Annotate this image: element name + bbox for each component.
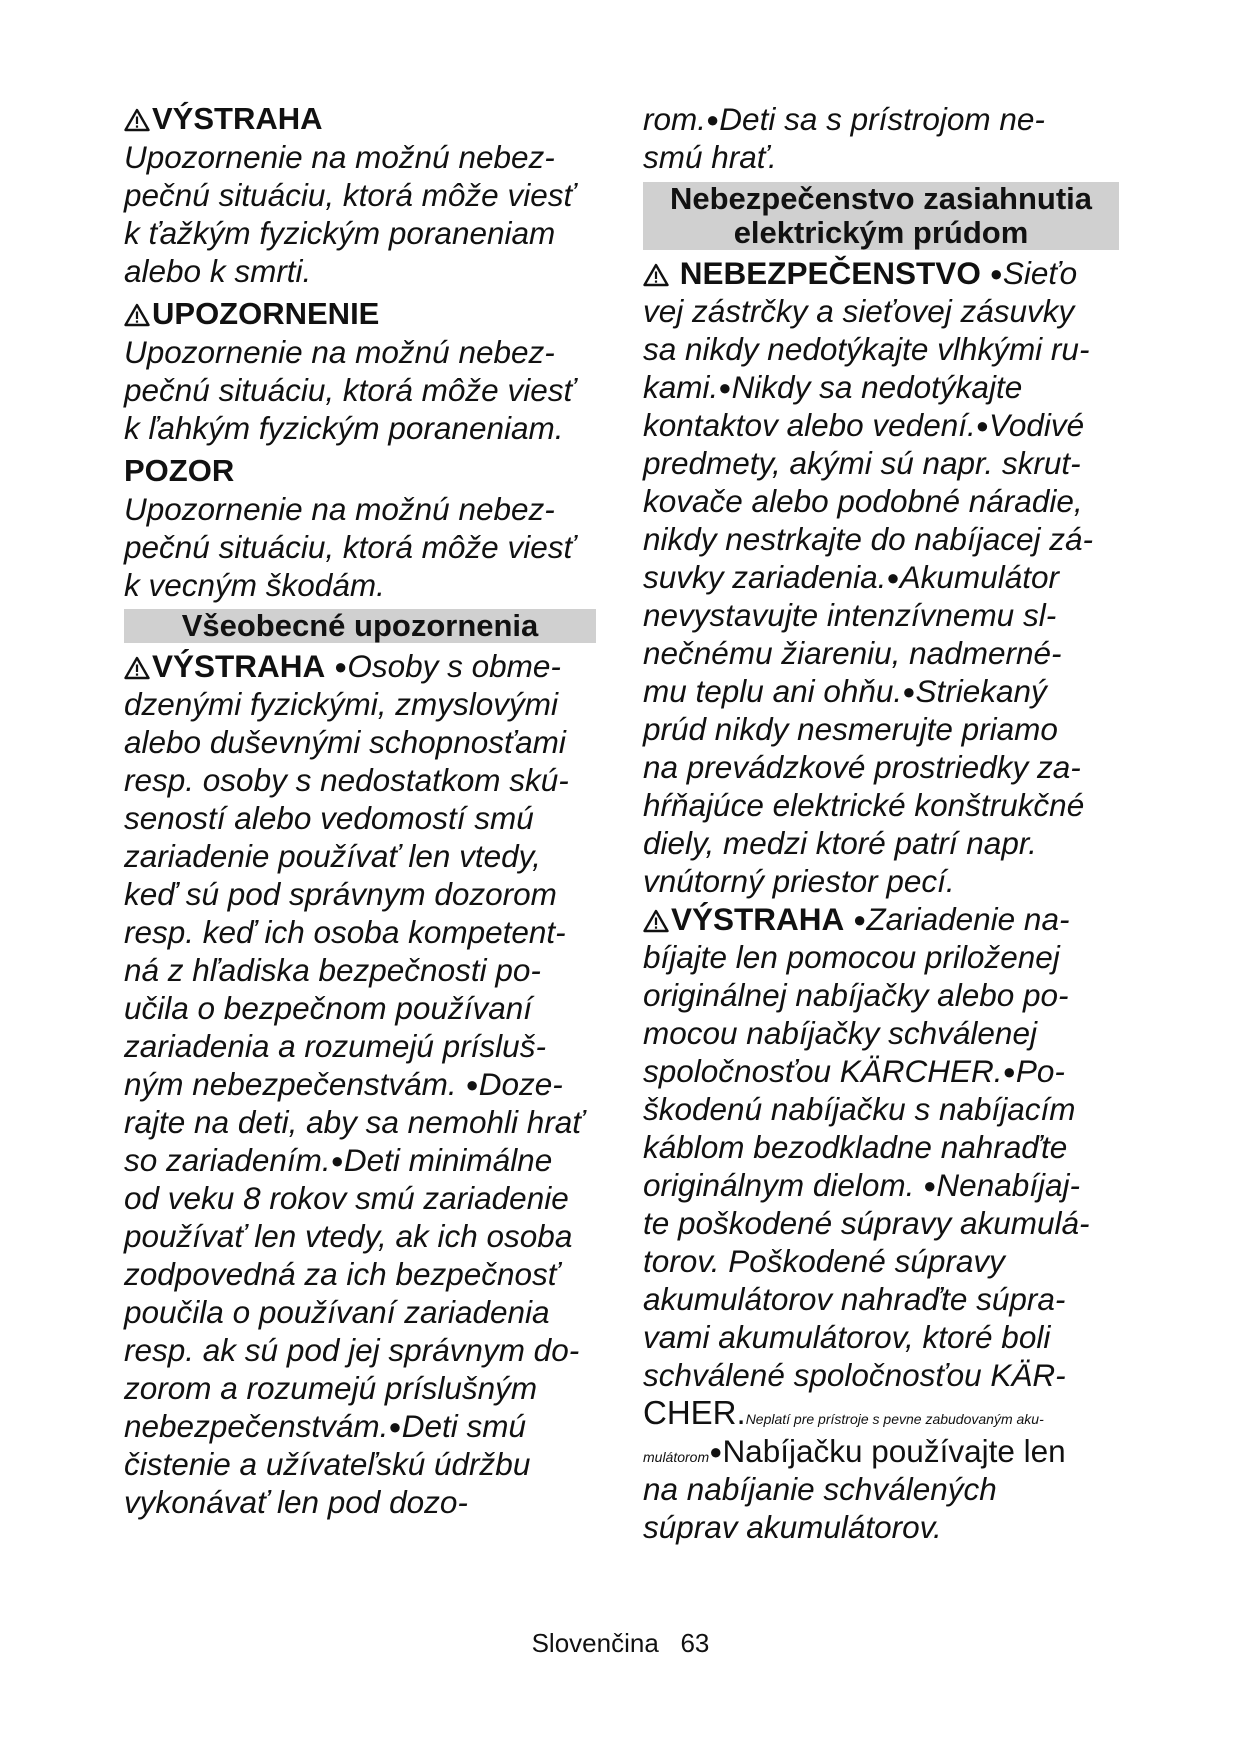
bullet-icon: ● xyxy=(330,1148,344,1173)
warning-triangle-icon xyxy=(124,303,150,327)
footnote-text: Neplatí pre prístroje s pevne zabudovaným aku- xyxy=(745,1411,1044,1427)
text-line: učila o bezpečnom používaní xyxy=(124,990,533,1026)
text-line: schválené spoločnosťou KÄR- xyxy=(643,1357,1066,1393)
text-line: vej zástrčky a sieťovej zásuvky xyxy=(643,293,1075,329)
text-line: škodenú nabíjačku s nabíjacím xyxy=(643,1091,1076,1127)
text-line: kovače alebo podobné náradie, xyxy=(643,483,1083,519)
text-line: na nabíjanie schválených xyxy=(643,1471,997,1507)
danger-keyword: NEBEZPEČENSTVO xyxy=(679,255,981,291)
text-line: torov. Poškodené súpravy xyxy=(643,1243,1005,1279)
bullet-icon: ● xyxy=(706,107,720,132)
warning-keyword: VÝSTRAHA xyxy=(671,901,845,937)
text-line: kontaktov alebo vedení.●Vodivé xyxy=(643,407,1085,443)
text-line: zodpovedná za ich bezpečnosť xyxy=(124,1256,559,1292)
bullet-icon: ● xyxy=(718,375,732,400)
text-line: diely, medzi ktoré patrí napr. xyxy=(643,825,1037,861)
text-line: smú hrať. xyxy=(643,139,777,175)
bullet-icon: ● xyxy=(975,413,990,438)
text-line: súprav akumulátorov. xyxy=(643,1509,942,1545)
bullet-icon: ● xyxy=(853,907,867,932)
text-line: vnútorný priestor pecí. xyxy=(643,863,955,899)
text-line: pečnú situáciu, ktorá môže viesť xyxy=(124,529,575,565)
text-line: poučila o používaní zariadenia xyxy=(124,1294,550,1330)
page-footer xyxy=(0,1628,1241,1659)
text-line: suvky zariadenia.●Akumulátor xyxy=(643,559,1059,595)
text-line: resp. ak sú pod jej správnym do- xyxy=(124,1332,580,1368)
section-banner-electric: Nebezpečenstvo zasiahnutia elektrickým prúdom xyxy=(643,182,1119,250)
text-line: seností alebo vedomostí smú xyxy=(124,800,534,836)
text-line: VÝSTRAHA ●Zariadenie na- xyxy=(643,900,1119,938)
text-line: pečnú situáciu, ktorá môže viesť xyxy=(124,177,575,213)
caution-heading: UPOZORNENIE xyxy=(124,295,596,333)
text-line: sa nikdy nedotýkajte vlhkými ru- xyxy=(643,331,1090,367)
text-line: ným nebezpečenstvám. ●Doze- xyxy=(124,1066,563,1102)
bullet-icon: ● xyxy=(388,1414,402,1439)
text-line: zorom a rozumejú príslušným xyxy=(124,1370,538,1406)
text-line: dzenými fyzickými, zmyslovými xyxy=(124,686,559,722)
text-line: Upozornenie na možnú nebez- xyxy=(124,334,555,370)
text-line: predmety, akými sú napr. skrut- xyxy=(643,445,1081,481)
text-line: Upozornenie na možnú nebez- xyxy=(124,491,555,527)
text-line: rom.●Deti sa s prístrojom ne- xyxy=(643,101,1045,137)
text-line: CHER.Neplatí pre prístroje s pevne zabudovaným aku- xyxy=(643,1394,1044,1431)
text-line: rajte na deti, aby sa nemohli hrať xyxy=(124,1104,584,1140)
warning-triangle-icon xyxy=(124,108,150,132)
text-line: mocou nabíjačky schválenej xyxy=(643,1015,1037,1051)
text-line: k vecným škodám. xyxy=(124,567,385,603)
text-line: resp. keď ich osoba kompetent- xyxy=(124,914,566,950)
left-column xyxy=(124,100,596,1521)
bullet-icon: ● xyxy=(465,1072,479,1097)
text-line: keď sú pod správnym dozorom xyxy=(124,876,557,912)
text-line: zariadenia a rozumejú prísluš- xyxy=(124,1028,546,1064)
text-line: alebo k smrti. xyxy=(124,253,312,289)
warning-triangle-icon xyxy=(643,909,669,933)
warning-heading: VÝSTRAHA xyxy=(124,100,596,138)
text-line: Upozornenie na možnú nebez- xyxy=(124,139,555,175)
text-line: nečnému žiareniu, nadmerné- xyxy=(643,635,1062,671)
bullet-icon: ● xyxy=(334,654,348,679)
text-line: originálnej nabíjačky alebo po- xyxy=(643,977,1069,1013)
footnote-text: mulátorom xyxy=(643,1449,710,1465)
text-line: čistenie a užívateľskú údržbu xyxy=(124,1446,531,1482)
bullet-icon: ● xyxy=(923,1173,937,1198)
text-line: káblom bezodkladne nahraďte xyxy=(643,1129,1068,1165)
bullet-icon: ● xyxy=(989,261,1003,286)
text-line: nevystavujte intenzívnemu sl- xyxy=(643,597,1057,633)
bullet-icon: ● xyxy=(886,565,900,590)
bullet-icon: ● xyxy=(902,679,916,704)
page-number: 63 xyxy=(680,1628,710,1658)
text-line: pečnú situáciu, ktorá môže viesť xyxy=(124,372,575,408)
warning-triangle-icon xyxy=(124,656,150,680)
text-line: používať len vtedy, ak ich osoba xyxy=(124,1218,573,1254)
text-line: na prevádzkové prostriedky za- xyxy=(643,749,1081,785)
right-column xyxy=(643,100,1119,1546)
text-line: alebo duševnými schopnosťami xyxy=(124,724,566,760)
text-line: vami akumulátorov, ktoré boli xyxy=(643,1319,1051,1355)
text-line: nebezpečenstvám.●Deti smú xyxy=(124,1408,526,1444)
text-line: mu teplu ani ohňu.●Striekaný xyxy=(643,673,1047,709)
text-line: spoločnosťou KÄRCHER.●Po- xyxy=(643,1053,1065,1089)
text-line: zariadenie používať len vtedy, xyxy=(124,838,541,874)
footer-language: Slovenčina xyxy=(531,1628,659,1658)
text-line: NEBEZPEČENSTVO ●Sieťo xyxy=(643,254,1119,292)
text-line: resp. osoby s nedostatkom skú- xyxy=(124,762,569,798)
bullet-icon: ● xyxy=(1002,1059,1016,1084)
text-line: so zariadením.●Deti minimálne xyxy=(124,1142,553,1178)
warning-triangle-icon xyxy=(643,263,669,287)
text-line: k ľahkým fyzickým poraneniam. xyxy=(124,410,564,446)
text-line: originálnym dielom. ●Nenabíjaj- xyxy=(643,1167,1081,1203)
warning-keyword: VÝSTRAHA xyxy=(152,648,326,684)
text-line: vykonávať len pod dozo- xyxy=(124,1484,468,1520)
text-line: bíjajte len pomocou priloženej xyxy=(643,939,1060,975)
text-line: k ťažkým fyzickým poraneniam xyxy=(124,215,556,251)
text-line: akumulátorov nahraďte súpra- xyxy=(643,1281,1066,1317)
text-line: kami.●Nikdy sa nedotýkajte xyxy=(643,369,1023,405)
text-line: hŕňajúce elektrické konštrukčné xyxy=(643,787,1085,823)
section-banner-general: Všeobecné upozornenia xyxy=(124,609,596,643)
bullet-icon: ● xyxy=(709,1439,723,1464)
text-line: te poškodené súpravy akumulá- xyxy=(643,1205,1090,1241)
text-line: ná z hľadiska bezpečnosti po- xyxy=(124,952,541,988)
notice-heading: POZOR xyxy=(124,453,235,488)
text-line: od veku 8 rokov smú zariadenie xyxy=(124,1180,569,1216)
text-line: nikdy nestrkajte do nabíjacej zá- xyxy=(643,521,1093,557)
text-line: mulátorom●Nabíjačku používajte len xyxy=(643,1433,1066,1469)
text-line: prúd nikdy nesmerujte priamo xyxy=(643,711,1058,747)
text-line: VÝSTRAHA ●Osoby s obme- xyxy=(124,647,596,685)
